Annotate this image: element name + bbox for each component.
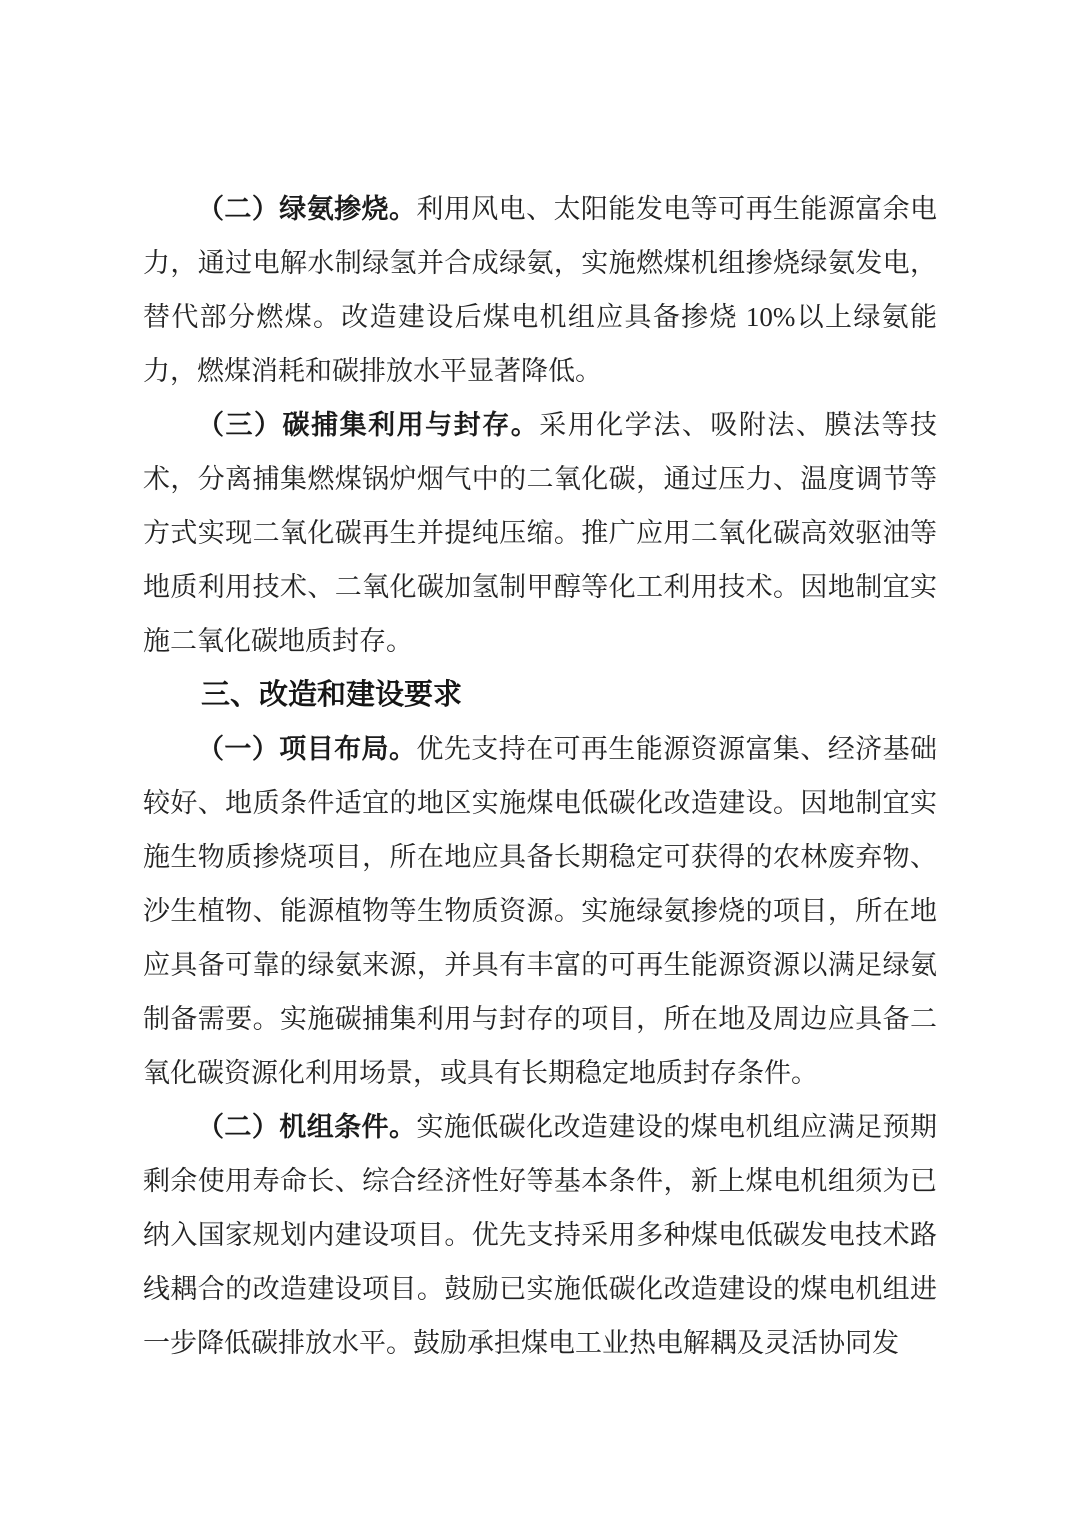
section-heading: 三、改造和建设要求 xyxy=(201,679,463,711)
paragraph-body: 利用风电、太阳能发电等可再生能源富余电力，通过电解水制绿氢并合成绿氨，实施燃煤机组掺烧绿氨发电，替代部分燃煤。改造建设后煤电机组应具备掺烧 10%以上绿氨能力，燃煤消耗和碳排放水平显著降低。 xyxy=(143,194,938,386)
paragraph-project-layout xyxy=(143,722,937,1100)
paragraph-lead: （三）碳捕集利用与封存。 xyxy=(197,410,540,440)
paragraph-lead: （二）绿氨掺烧。 xyxy=(197,194,417,224)
paragraph-body: 实施低碳化改造建设的煤电机组应满足预期剩余使用寿命长、综合经济性好等基本条件，新上煤电机组须为已纳入国家规划内建设项目。优先支持采用多种煤电低碳发电技术路线耦合的改造建设项目。鼓励已实施低碳化改造建设的煤电机组进一步降低碳排放水平。鼓励承担煤电工业热电解耦及灵活协同发 xyxy=(143,1112,938,1358)
paragraph-lead: （二）机组条件。 xyxy=(197,1112,417,1142)
paragraph-green-ammonia xyxy=(143,182,937,398)
paragraph-unit-conditions xyxy=(143,1100,937,1370)
paragraph-body: 采用化学法、吸附法、膜法等技术，分离捕集燃煤锅炉烟气中的二氧化碳，通过压力、温度调节等方式实现二氧化碳再生并提纯压缩。推广应用二氧化碳高效驱油等地质利用技术、二氧化碳加氢制甲醇等化工利用技术。因地制宜实施二氧化碳地质封存。 xyxy=(143,410,938,656)
paragraph-ccus xyxy=(143,398,937,668)
paragraph-body: 优先支持在可再生能源资源富集、经济基础较好、地质条件适宜的地区实施煤电低碳化改造建设。因地制宜实施生物质掺烧项目，所在地应具备长期稳定可获得的农林废弃物、沙生植物、能源植物等生物质资源。实施绿氨掺烧的项目，所在地应具备可靠的绿氨来源，并具有丰富的可再生能源资源以满足绿氨制备需要。实施碳捕集利用与封存的项目，所在地及周边应具备二氧化碳资源化利用场景，或具有长期稳定地质封存条件。 xyxy=(143,734,938,1088)
paragraph-lead: （一）项目布局。 xyxy=(197,734,417,764)
